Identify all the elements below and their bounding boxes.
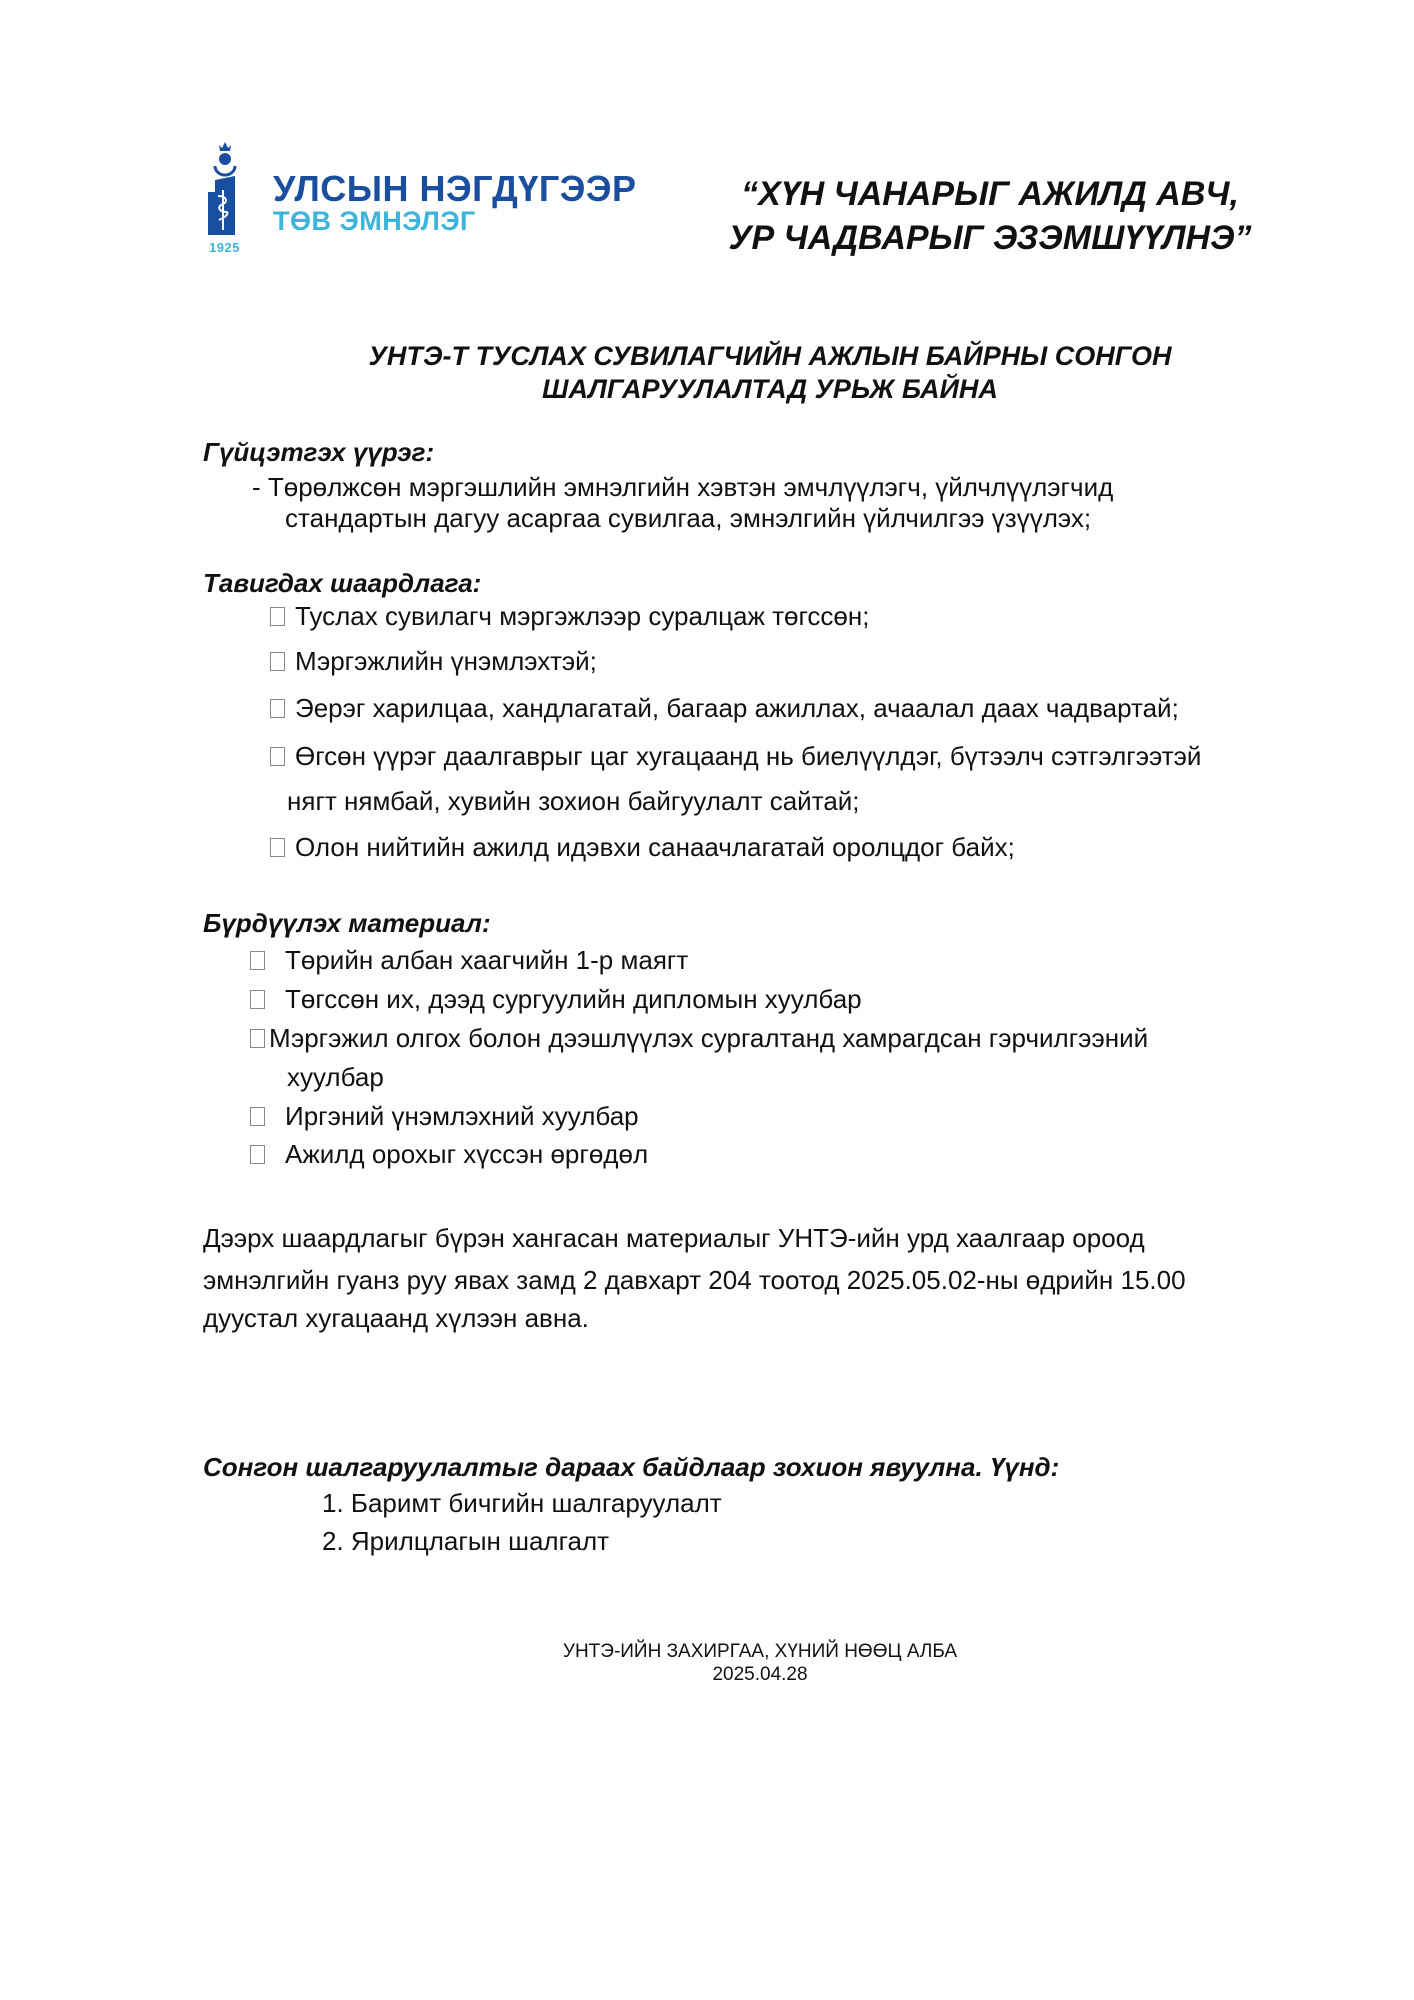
material-item-continuation: хуулбар <box>287 1062 384 1092</box>
checkbox-bullet-icon <box>250 1145 265 1164</box>
logo-name-line1: УЛСЫН НЭГДҮГЭЭР <box>273 168 637 209</box>
duties-line2: стандартын дагуу асаргаа сувилгаа, эмнэлгийн үйлчилгээ үзүүлэх; <box>285 503 1092 533</box>
requirement-item <box>270 646 597 677</box>
motto-line2: УР ЧАДВАРЫГ ЭЗЭМШҮҮЛНЭ” <box>728 219 1252 257</box>
submission-line2: эмнэлгийн гуанз руу явах замд 2 давхарт 204 тоотод 2025.05.02-ны өдрийн 15.00 <box>203 1265 1186 1295</box>
logo-year: 1925 <box>209 240 240 255</box>
material-text: Төрийн албан хаагчийн 1-р маягт <box>285 945 689 975</box>
footer-org: УНТЭ-ИЙН ЗАХИРГАА, ХҮНИЙ НӨӨЦ АЛБА <box>562 1641 958 1662</box>
submission-line3: дуустал хугацаанд хүлээн авна. <box>203 1303 589 1333</box>
material-item <box>250 1139 648 1170</box>
material-item <box>250 1023 1148 1054</box>
checkbox-bullet-icon <box>270 699 285 718</box>
duties-heading: Гүйцэтгэх үүрэг: <box>203 437 435 467</box>
checkbox-bullet-icon <box>250 951 265 970</box>
logo-name-line2: ТӨВ ЭМНЭЛЭГ <box>273 206 476 236</box>
requirement-text: Олон нийтийн ажилд идэвхи санаачлагатай оролцдог байх; <box>295 832 1015 862</box>
material-text: Мэргэжил олгох болон дээшлүүлэх сургалтанд хамрагдсан гэрчилгээний <box>269 1023 1149 1053</box>
submission-line1: Дээрх шаардлагыг бүрэн хангасан материалыг УНТЭ-ийн урд хаалгаар ороод <box>203 1223 1145 1253</box>
requirements-heading: Тавигдах шаардлага: <box>203 568 482 598</box>
requirement-item <box>270 693 1179 724</box>
requirement-item <box>270 601 869 632</box>
checkbox-bullet-icon <box>270 652 285 671</box>
material-item <box>250 945 688 976</box>
hospital-logo <box>205 140 665 260</box>
checkbox-bullet-icon <box>270 838 285 857</box>
requirement-text: Туслах сувилагч мэргэжлээр суралцаж төгссөн; <box>295 601 870 631</box>
checkbox-bullet-icon <box>270 747 285 766</box>
checkbox-bullet-icon <box>270 607 285 626</box>
requirement-item <box>270 832 1015 863</box>
selection-heading: Сонгон шалгаруулалтыг дараах байдлаар зохион явуулна. Үүнд: <box>203 1452 1060 1482</box>
soyombo-caduceus-icon <box>205 140 245 250</box>
material-text: Иргэний үнэмлэхний хуулбар <box>285 1101 639 1131</box>
requirement-text: Мэргэжлийн үнэмлэхтэй; <box>295 646 597 676</box>
material-text: Ажилд орохыг хүссэн өргөдөл <box>285 1139 649 1169</box>
duties-line1: - Төрөлжсөн мэргэшлийн эмнэлгийн хэвтэн эмчлүүлэгч, үйлчлүүлэгчид <box>252 472 1114 502</box>
document-footer <box>450 1640 1070 1686</box>
title-line1: УНТЭ-Т ТУСЛАХ СУВИЛАГЧИЙН АЖЛЫН БАЙРНЫ СОНГОН <box>368 341 1172 371</box>
page-title <box>250 340 1290 406</box>
checkbox-bullet-icon <box>250 1107 265 1126</box>
footer-date: 2025.04.28 <box>712 1664 808 1685</box>
requirement-text: Өгсөн үүрэг даалгаврыг цаг хугацаанд нь биелүүлдэг, бүтээлч сэтгэлгээтэй <box>295 741 1202 771</box>
title-line2: ШАЛГАРУУЛАЛТАД УРЬЖ БАЙНА <box>542 374 998 404</box>
material-item <box>250 1101 639 1132</box>
motto-line1: “ХҮН ЧАНАРЫГ АЖИЛД АВЧ, <box>741 175 1239 213</box>
requirement-item <box>270 741 1201 772</box>
checkbox-bullet-icon <box>250 1029 265 1048</box>
materials-heading: Бүрдүүлэх материал: <box>203 908 491 938</box>
selection-step: 2. Ярилцлагын шалгалт <box>322 1526 610 1556</box>
material-item <box>250 984 862 1015</box>
checkbox-bullet-icon <box>250 990 265 1009</box>
motto <box>700 172 1280 260</box>
selection-step: 1. Баримт бичгийн шалгаруулалт <box>322 1488 722 1518</box>
requirement-text: Эерэг харилцаа, хандлагатай, багаар ажиллах, ачаалал даах чадвартай; <box>295 693 1179 723</box>
material-text: Төгссөн их, дээд сургуулийн дипломын хуулбар <box>285 984 862 1014</box>
requirement-item-continuation: нягт нямбай, хувийн зохион байгуулалт сайтай; <box>287 786 860 816</box>
